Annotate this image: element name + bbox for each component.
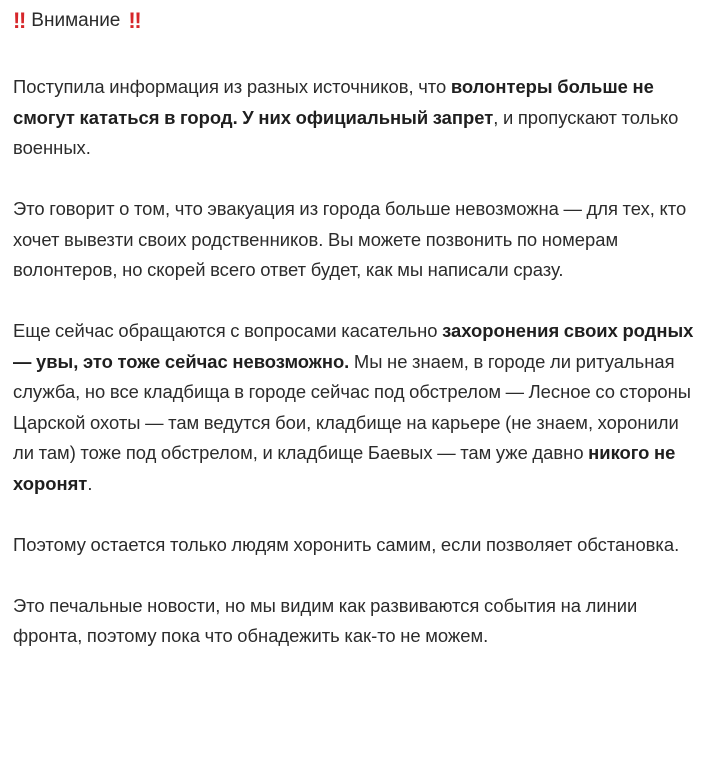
header-title: Внимание (31, 10, 121, 31)
paragraph-volunteers (13, 72, 694, 164)
paragraph-sad-news: Это печальные новости, но мы видим как развиваются события на линии фронта, поэтому пока что обнадежить как-то не можем. (13, 594, 638, 646)
paragraph-text: . (87, 472, 93, 494)
paragraph-bold-text: захоронения своих родных — увы, это тоже сейчас невозможно. (13, 320, 694, 372)
paragraph-burials (13, 316, 694, 499)
paragraph-bold-text: волонтеры больше не смогут кататься в город. У них официальный запрет (13, 76, 654, 128)
message-header (13, 4, 694, 38)
double-exclamation-icon: ‼ (128, 8, 140, 33)
paragraph-bold-text: никого не хоронят (13, 442, 676, 494)
paragraph-text: Мы не знаем, в городе ли ритуальная служба, но все кладбища в городе сейчас под обстрелом — Лесное со стороны Царской охоты — там ведутся бои, кладбище на карьере (не знаем, хоронили ли там) тоже под обстрелом, и кладбище Баевых — там уже давно (13, 350, 692, 463)
paragraph-self-burial: Поэтому остается только людям хоронить самим, если позволяет обстановка. (13, 533, 680, 555)
paragraph-evacuation: Это говорит о том, что эвакуация из города больше невозможна — для тех, кто хочет вывезти своих родственников. Вы можете позвонить по номерам волонтеров, но скорей всего ответ будет, как мы написали сразу. (13, 198, 687, 280)
paragraph-text: Поступила информация из разных источников, что (13, 76, 451, 97)
paragraph-text: , и пропускают только военных. (13, 106, 679, 158)
paragraph-text: Еще сейчас обращаются с вопросами касательно (13, 320, 443, 341)
double-exclamation-icon: ‼ (13, 8, 25, 33)
